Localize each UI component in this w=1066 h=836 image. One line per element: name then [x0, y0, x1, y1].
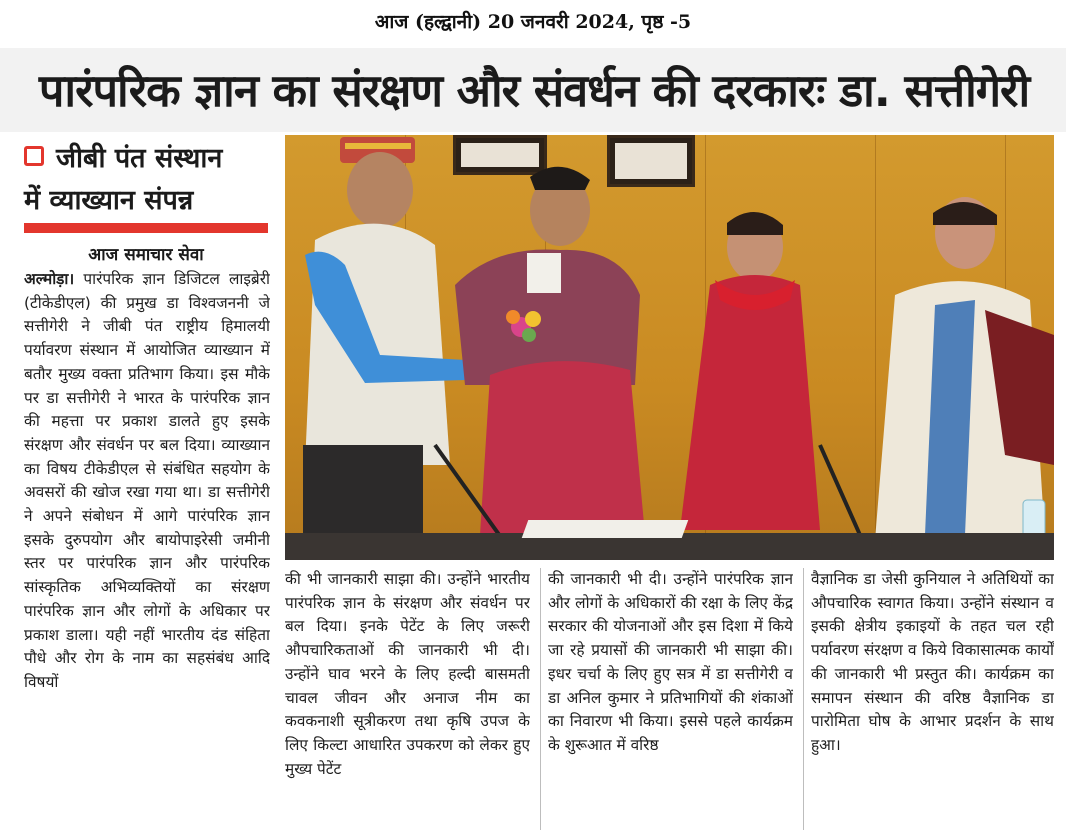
people-illustration [285, 135, 1054, 560]
person-center [455, 167, 640, 385]
dateline: अल्मोड़ा। [24, 270, 75, 288]
subheadline-line-1: जीबी पंत संस्थान [56, 143, 223, 174]
section-divider [24, 223, 268, 233]
subheadline [24, 138, 276, 222]
bullet-box-icon [24, 146, 44, 166]
article-column-1 [24, 268, 270, 833]
article-column-4: वैज्ञानिक डा जेसी कुनियाल ने अतिथियों का औपचारिक स्वागत किया। उन्होंने संस्थान व इसकी क्षेत्रीय इकाइयों के तहत चल रही पर्यावरण संरक्षण व किये विकासात्मक कार्यों की जानकारी भी प्रस्तुत की। कार्यक्रम का समापन संस्थान की वरिष्ठ वैज्ञानिक डा पारोमिता घोष के आभार प्रदर्शन के साथ हुआ। [811, 570, 1054, 754]
column-1-text: पारंपरिक ज्ञान डिजिटल लाइब्रेरी (टीकेडीएल) की प्रमुख डा विश्वजननी जे सत्तीगेरी ने जीबी पंत राष्ट्रीय हिमालयी पर्यावरण संस्थान में आयोजित व्याख्यान में बतौर मुख्य वक्ता प्रतिभाग किया। इस मौके पर डा सत्तीगेरी ने भारत के पारंपरिक ज्ञान की महत्ता पर प्रकाश डालते हुए इसके संरक्षण और संवर्धन पर बल दिया। व्याख्यान का विषय टीकेडीएल से संबंधित सहयोग के अवसरों की खोज रखा गया था। डा सत्तीगेरी ने अपने संबोधन में आगे पारंपरिक ज्ञान इसके दुरुपयोग और बायोपाइरेसी जमीनी स्तर पर पारंपरिक ज्ञान और पारंपरिक सांस्कृतिक अभिव्यक्तियों का संरक्षण पारंपरिक ज्ञान और लोगों के अधिकार पर प्रकाश डाला। यही नहीं भारतीय दंड संहिता पौधे और रोग के नाम का सहसंबंध आदि विषयों [24, 270, 270, 691]
desk-papers [522, 520, 689, 538]
article-column-3: की जानकारी भी दी। उन्होंने पारंपरिक ज्ञान और लोगों के अधिकारों की रक्षा के लिए केंद्र सरकार की योजनाओं और इस दिशा में किये जा रहे प्रयासों की जानकारी भी साझा की। इधर चर्चा के लिए हुए सत्र में डा सत्तीगेरी व डा अनिल कुमार ने प्रतिभागियों की शंकाओं का निवारण भी किया। इससे पहले कार्यक्रम के शुरूआत में वरिष्ठ [548, 570, 793, 754]
masthead: आज (हल्द्वानी) 20 जनवरी 2024, पृष्ठ -5 [374, 11, 692, 33]
headline: पारंपरिक ज्ञान का संरक्षण और संवर्धन की दरकारः डा. सत्तीगेरी [38, 64, 1030, 117]
person-woman-shawl [875, 197, 1054, 540]
microphone-right [820, 445, 860, 535]
column-rule [803, 568, 804, 830]
person-left [303, 137, 465, 540]
article-column-2: की भी जानकारी साझा की। उन्होंने भारतीय पारंपरिक ज्ञान के संरक्षण और संवर्धन पर बल दिया। इनके पेटेंट के लिए जरूरी औपचारिकताओं की जानकारी भी दी। उन्होंने घाव भरने के लिए हल्दी बासमती चावल जीवन और अनाज नीम का कवकनाशी सूत्रीकरण तथा कृषि उपज के लिए किल्टा आधारित उपकरण को लेकर हुए मुख्य पेटेंट [285, 570, 530, 778]
news-photo [285, 135, 1054, 560]
column-rule [540, 568, 541, 830]
agency-credit: आज समाचार सेवा [88, 245, 204, 265]
person-woman-red [680, 212, 820, 530]
subheadline-line-2: में व्याख्यान संपन्न [24, 185, 194, 216]
chair [480, 361, 645, 535]
